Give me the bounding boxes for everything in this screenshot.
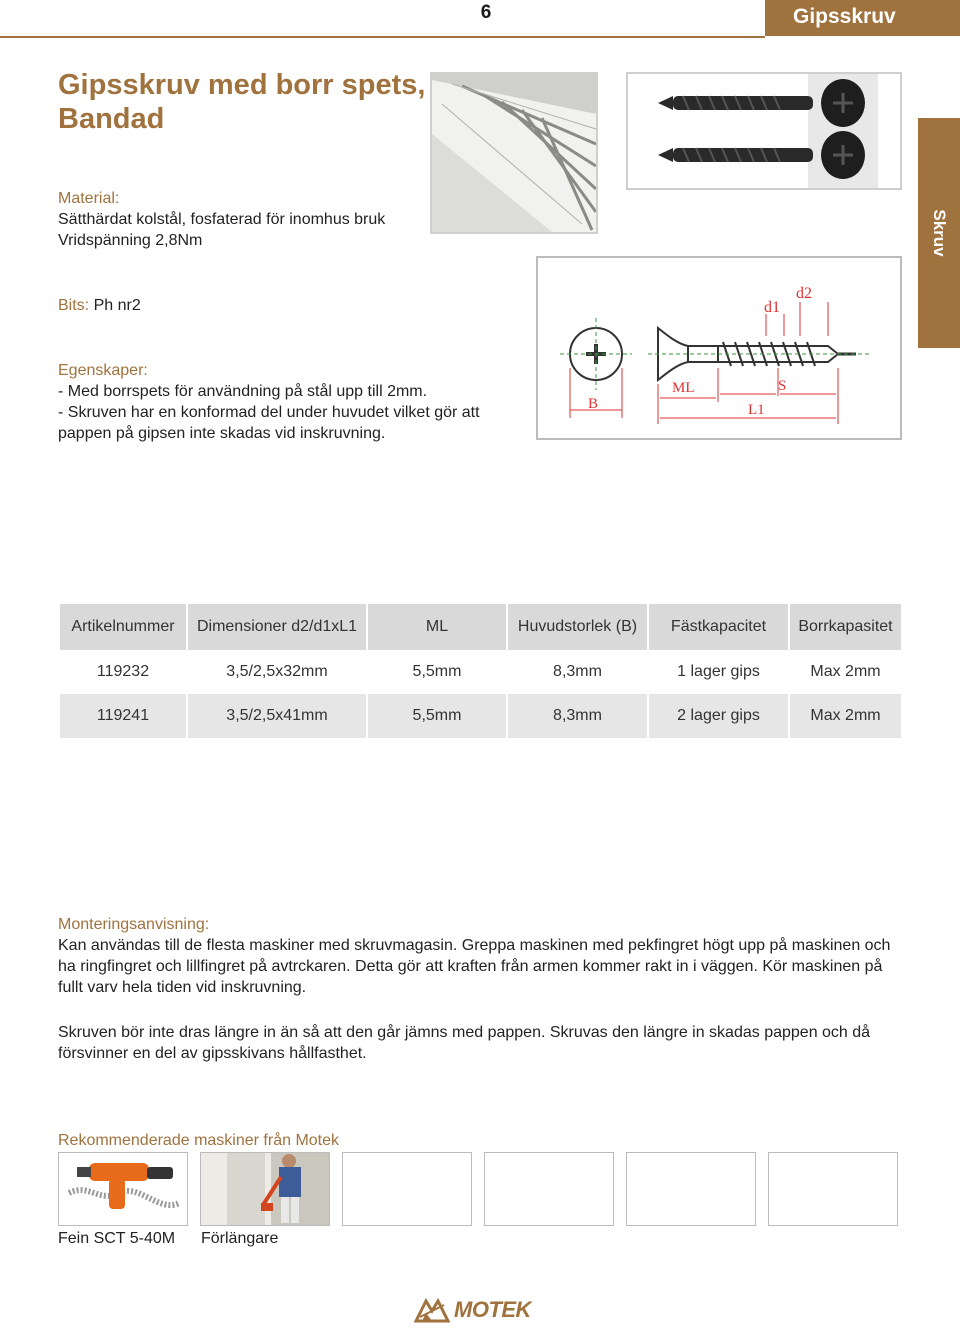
table-cell: 3,5/2,5x41mm	[187, 694, 367, 738]
material-line: Sätthärdat kolstål, fosfaterad för inomhus bruk	[58, 211, 386, 228]
page-number: 6	[480, 2, 492, 23]
col-header: Dimensioner d2/d1xL1	[187, 604, 367, 650]
instructions-section	[58, 914, 898, 998]
bits-label: Bits:	[58, 297, 90, 314]
machine-thumb-empty	[342, 1152, 472, 1226]
label-d1: d1	[764, 299, 780, 316]
header-divider	[0, 36, 765, 38]
motek-logo	[414, 1290, 531, 1330]
label-s: S	[778, 378, 787, 394]
machine-caption: Förlängare	[201, 1230, 279, 1247]
machine-thumb-empty	[768, 1152, 898, 1226]
technical-drawing	[536, 256, 902, 440]
material-section	[58, 188, 398, 251]
label-d2: d2	[796, 285, 812, 302]
side-tab-label: Skruv	[930, 209, 949, 257]
machine-thumb-empty	[484, 1152, 614, 1226]
logo-text: MOTEK	[454, 1297, 531, 1322]
label-b: B	[588, 396, 599, 412]
section-title: Gipsskruv	[765, 0, 960, 36]
table-cell: 1 lager gips	[648, 650, 789, 694]
table-header-row	[60, 604, 901, 650]
motek-logo-icon	[414, 1295, 450, 1325]
table-cell: 2 lager gips	[648, 694, 789, 738]
properties-label: Egenskaper:	[58, 362, 148, 379]
ceiling-photo	[430, 72, 598, 234]
machine-caption: Fein SCT 5-40M	[58, 1230, 176, 1247]
instructions-paragraph: Skruven bör inte dras längre in än så att den går jämns med pappen. Skruvas den längre in skadas pappen och då försvinner en del av gipsskivans hållfasthet.	[58, 1024, 871, 1062]
table-cell: 8,3mm	[507, 694, 648, 738]
table-cell: 5,5mm	[367, 694, 507, 738]
machine-thumb-empty	[626, 1152, 756, 1226]
col-header: Artikelnummer	[60, 604, 187, 650]
table-cell: 5,5mm	[367, 650, 507, 694]
table-cell: 3,5/2,5x32mm	[187, 650, 367, 694]
instructions-paragraph: Kan användas till de flesta maskiner med skruvmagasin. Greppa maskinen med pekfingret högt upp på maskinen och ha ringfingret och lillfingret på avtrckaren. Detta gör att kraften från armen kommer rakt in i väggen. Kör maskinen på fullt varv hela tiden vid inskruvning.	[58, 937, 891, 996]
table-row	[60, 650, 901, 694]
col-header: ML	[367, 604, 507, 650]
header-bar	[0, 0, 762, 36]
spec-table	[60, 604, 901, 738]
property-item: - Med borrspets för användning på stål upp till 2mm.	[58, 383, 428, 400]
product-title: Gipsskruv med borr spets, Bandad	[58, 69, 426, 135]
table-cell: 119232	[60, 650, 187, 694]
bits-section	[58, 295, 141, 316]
col-header: Borrkapasitet	[789, 604, 901, 650]
table-cell: Max 2mm	[789, 694, 901, 738]
table-row	[60, 694, 901, 738]
side-tab[interactable]	[918, 118, 960, 348]
properties-section	[58, 360, 498, 444]
instructions-label: Monteringsanvisning:	[58, 916, 210, 933]
label-l1: L1	[748, 402, 765, 418]
label-ml: ML	[672, 380, 695, 396]
table-cell: 119241	[60, 694, 187, 738]
machine-thumb-fein[interactable]	[58, 1152, 188, 1226]
col-header: Huvudstorlek (B)	[507, 604, 648, 650]
screw-photo	[626, 72, 902, 190]
machine-thumb-extension[interactable]	[200, 1152, 330, 1226]
col-header: Fästkapacitet	[648, 604, 789, 650]
table-cell: Max 2mm	[789, 650, 901, 694]
property-item: - Skruven har en konformad del under huvudet vilket gör att pappen på gipsen inte skadas vid inskruvning.	[58, 404, 480, 442]
bits-value: Ph nr2	[89, 297, 141, 314]
material-line: Vridspänning 2,8Nm	[58, 232, 203, 249]
material-label: Material:	[58, 190, 120, 207]
table-cell: 8,3mm	[507, 650, 648, 694]
machines-title: Rekommenderade maskiner från Motek	[58, 1132, 340, 1149]
